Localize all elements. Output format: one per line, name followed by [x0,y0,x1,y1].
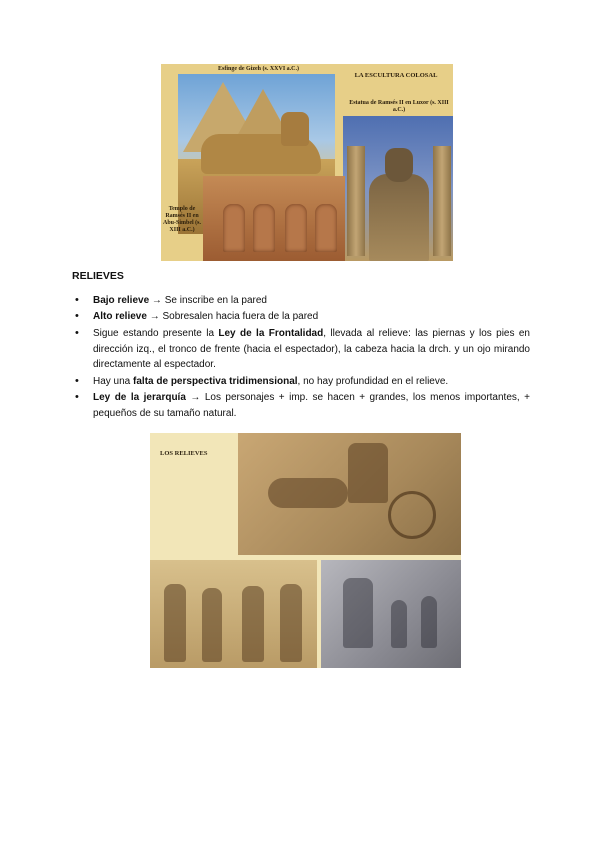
column-shape [433,146,451,256]
temple-statue [315,204,337,252]
bullet-icon: • [75,294,79,306]
relief-figure [391,600,407,648]
list-item: • Ley de la jerarquía → Los personajes + imp. se hacen + grandes, los menos importantes, + pequeños de su tamaño natural. [75,391,530,419]
relief-figure [280,584,302,662]
list-item: • Sigue estando presente la Ley de la Frontalidad, llevada al relieve: las piernas y los pies en dirección izq., el tronco de frente (hacia el espectador), la cabeza hacia la drch. y un ojo mirando directamente al espectador. [75,326,530,371]
temple-statue [285,204,307,252]
bullet-icon: • [75,374,79,387]
chariot-relief [238,433,461,555]
caption-temple: Templo de Ramsés II en Abu-Simbel (s. XIII a.C.) [162,206,201,233]
caption-sphinx: Esfinge de Gizeh (s. XXVI a.C.) [218,66,299,72]
caption-reliefs: LOS RELIEVES [160,450,208,457]
ramses-statue-body [369,174,429,261]
section-heading: RELIEVES [72,270,124,282]
caption-statue: Estatua de Ramsés II en Luxor (s. XIII a.C.) [349,100,449,113]
relief-figure [242,586,264,662]
bullet-icon: • [75,326,79,339]
relief-figure [348,443,388,503]
relief-bullet-list [72,293,530,422]
relief-figure [421,596,437,648]
seated-relief [321,560,461,668]
list-item: • Alto relieve → Sobresalen hacia fuera de la pared [72,309,530,325]
sphinx-head [281,112,309,146]
chariot-wheel [388,491,436,539]
relief-figure [164,584,186,662]
bullet-icon: • [75,391,79,404]
ramses-statue-head [385,148,413,182]
temple-statue [253,204,275,252]
caption-title: LA ESCULTURA COLOSAL [354,72,438,79]
relief-figure [202,588,222,662]
figures-relief [150,560,317,668]
colossal-sculpture-image [161,64,453,261]
list-item: • Bajo relieve → Se inscribe en la pared [72,293,530,309]
reliefs-image [150,433,461,668]
column-shape [347,146,365,256]
relief-figure [343,578,373,648]
temple-statue [223,204,245,252]
list-item: • Hay una falta de perspectiva tridimensional, no hay profundidad en el relieve. [72,374,530,390]
bullet-icon: • [75,310,79,323]
horse-shape [268,478,348,508]
